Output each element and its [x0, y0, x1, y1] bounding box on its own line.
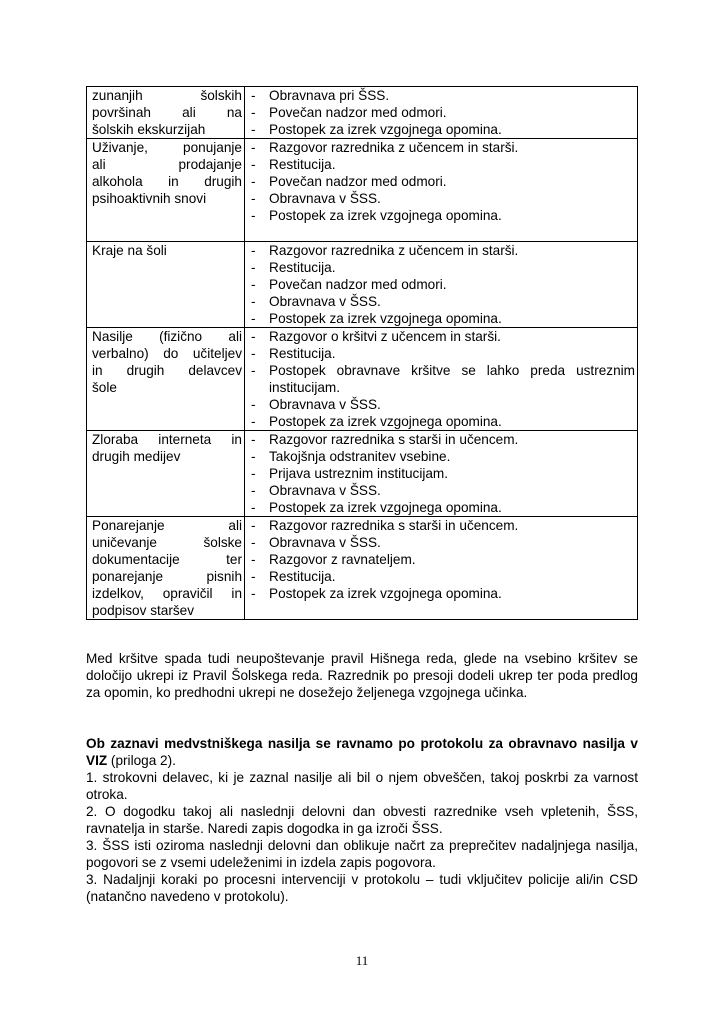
- dash-bullet: -: [251, 414, 256, 429]
- measure-item: [251, 139, 635, 156]
- measures-cell: [245, 242, 638, 328]
- measure-text: Razgovor razrednika s starši in učencem.: [269, 518, 519, 533]
- measure-item: [251, 465, 635, 482]
- table-row: [87, 139, 638, 242]
- dash-bullet: -: [251, 208, 256, 223]
- dash-bullet: -: [251, 174, 256, 189]
- violation-cell: [87, 328, 245, 431]
- dash-bullet: -: [251, 518, 256, 533]
- protocol-step: 1. strokovni delavec, ki je zaznal nasilje ali bil o njem obveščen, takoj poskrbi za varnost otroka.: [86, 770, 638, 802]
- measure-text: Povečan nadzor med odmori.: [269, 105, 447, 120]
- measure-text: Postopek za izrek vzgojnega opomina.: [269, 311, 502, 326]
- measure-text: Razgovor razrednika z učencem in starši.: [269, 243, 519, 258]
- violation-text-line: podpisov staršev: [92, 603, 195, 618]
- measure-text: Obravnava pri ŠSS.: [269, 88, 390, 103]
- violation-cell: [87, 431, 245, 517]
- dash-bullet: -: [251, 500, 256, 515]
- measure-text: Restitucija.: [269, 157, 336, 172]
- measure-item: [251, 396, 635, 413]
- table-row: [87, 517, 638, 620]
- measures-cell: [245, 517, 638, 620]
- measure-item: [251, 482, 635, 499]
- dash-bullet: -: [251, 483, 256, 498]
- dash-bullet: -: [251, 105, 256, 120]
- measure-item: [251, 293, 635, 310]
- measure-item: [251, 190, 635, 207]
- measures-table: [86, 86, 638, 620]
- measure-text: Obravnava v ŠSS.: [269, 397, 381, 412]
- violation-text-line: verbalno) do učiteljev: [92, 346, 242, 361]
- violation-text-line: uničevanje šolske: [92, 535, 242, 550]
- measures-cell: [245, 87, 638, 139]
- paragraph-house-rules: Med kršitve spada tudi neupoštevanje pravil Hišnega reda, glede na vsebino kršitev se določijo ukrepi iz Pravil Šolskega reda. Razrednik po presoji dodeli ukrep ter poda predlog za opomin, ko predhodni ukrepi ne dosežejo željenega vzgojnega učinka.: [86, 651, 638, 700]
- measure-text: Razgovor z ravnateljem.: [269, 552, 416, 567]
- dash-bullet: -: [251, 140, 256, 155]
- violation-text-line: šole: [92, 380, 117, 395]
- measure-item: [251, 310, 635, 327]
- dash-bullet: -: [251, 329, 256, 344]
- violation-text-line: ali prodajanje: [92, 157, 242, 172]
- protocol-heading-bold: Ob zaznavi medvstniškega nasilja se ravnamo po protokolu za obravnavo nasilja v VIZ: [86, 736, 638, 768]
- dash-bullet: -: [251, 260, 256, 275]
- dash-bullet: -: [251, 277, 256, 292]
- dash-bullet: -: [251, 432, 256, 447]
- violation-text-line: Uživanje, ponujanje: [92, 140, 242, 155]
- table-row: [87, 87, 638, 139]
- measure-item: [251, 517, 635, 534]
- violation-cell: [87, 87, 245, 139]
- dash-bullet: -: [251, 191, 256, 206]
- measure-text: Postopek obravnave kršitve se lahko preda ustreznim institucijam.: [269, 363, 635, 395]
- protocol-heading-rest: (priloga 2).: [107, 753, 176, 768]
- measure-text: Prijava ustreznim institucijam.: [269, 466, 449, 481]
- measure-item: [251, 259, 635, 276]
- measure-item: [251, 207, 635, 224]
- measure-item: [251, 413, 635, 430]
- measure-text: Restitucija.: [269, 260, 336, 275]
- violation-text-line: in drugih delavcev: [92, 363, 242, 378]
- dash-bullet: -: [251, 397, 256, 412]
- measure-text: Obravnava v ŠSS.: [269, 294, 381, 309]
- measure-text: Postopek za izrek vzgojnega opomina.: [269, 208, 502, 223]
- violation-text-line: površinah ali na: [92, 105, 242, 120]
- measure-item: [251, 499, 635, 516]
- measure-text: Razgovor razrednika s starši in učencem.: [269, 432, 519, 447]
- measure-text: Postopek za izrek vzgojnega opomina.: [269, 122, 502, 137]
- measure-item: [251, 345, 635, 362]
- violation-text-line: dokumentacije ter: [92, 552, 242, 567]
- measure-item: [251, 173, 635, 190]
- measure-text: Razgovor razrednika z učencem in starši.: [269, 140, 519, 155]
- dash-bullet: -: [251, 346, 256, 361]
- measure-item: [251, 448, 635, 465]
- measure-item: [251, 534, 635, 551]
- dash-bullet: -: [251, 569, 256, 584]
- measure-text: Povečan nadzor med odmori.: [269, 174, 447, 189]
- dash-bullet: -: [251, 88, 256, 103]
- violation-text-line: drugih medijev: [92, 449, 181, 464]
- violation-text-line: Zloraba interneta in: [92, 432, 242, 447]
- measure-text: Restitucija.: [269, 569, 336, 584]
- measure-text: Postopek za izrek vzgojnega opomina.: [269, 414, 502, 429]
- violation-text-line: Ponarejanje ali: [92, 518, 242, 533]
- measure-text: Takojšnja odstranitev vsebine.: [269, 449, 451, 464]
- violation-cell: [87, 139, 245, 242]
- violation-text-line: zunanjih šolskih: [92, 88, 242, 103]
- measures-cell: [245, 431, 638, 517]
- measure-item: [251, 362, 635, 396]
- violation-cell: [87, 242, 245, 328]
- measure-text: Obravnava v ŠSS.: [269, 191, 381, 206]
- violation-text-line: šolskih ekskurzijah: [92, 122, 206, 137]
- violation-text-line: Kraje na šoli: [92, 243, 167, 258]
- measures-cell: [245, 139, 638, 242]
- dash-bullet: -: [251, 449, 256, 464]
- dash-bullet: -: [251, 157, 256, 172]
- measure-item: [251, 87, 635, 104]
- dash-bullet: -: [251, 586, 256, 601]
- violation-text-line: izdelkov, opravičil in: [92, 586, 242, 601]
- measure-item: [251, 568, 635, 585]
- dash-bullet: -: [251, 363, 256, 378]
- measure-item: [251, 242, 635, 259]
- table-row: [87, 328, 638, 431]
- violation-cell: [87, 517, 245, 620]
- measure-item: [251, 328, 635, 345]
- measure-item: [251, 104, 635, 121]
- measure-text: Obravnava v ŠSS.: [269, 535, 381, 550]
- measure-item: [251, 585, 635, 602]
- dash-bullet: -: [251, 243, 256, 258]
- violation-text-line: alkohola in drugih: [92, 174, 242, 189]
- protocol-step: 3. ŠSS isti oziroma naslednji delovni dan oblikuje načrt za preprečitev nadaljnjega nasilja, pogovori se z vsemi udeleženimi in izdela zapis pogovora.: [86, 838, 638, 870]
- measure-item: [251, 551, 635, 568]
- measure-item: [251, 276, 635, 293]
- dash-bullet: -: [251, 466, 256, 481]
- protocol-section: [86, 735, 638, 905]
- measure-text: Razgovor o kršitvi z učencem in starši.: [269, 329, 501, 344]
- protocol-step: 2. O dogodku takoj ali naslednji delovni dan obvesti razrednike vseh vpletenih, ŠSS, ravnatelja in starše. Naredi zapis dogodka in ga izroči ŠSS.: [86, 804, 638, 836]
- measure-item: [251, 431, 635, 448]
- protocol-step: 3. Nadaljnji koraki po procesni intervenciji v protokolu – tudi vključitev policije ali/in CSD (natančno navedeno v protokolu).: [86, 872, 638, 904]
- dash-bullet: -: [251, 552, 256, 567]
- measure-text: Postopek za izrek vzgojnega opomina.: [269, 586, 502, 601]
- measure-text: Povečan nadzor med odmori.: [269, 277, 447, 292]
- dash-bullet: -: [251, 294, 256, 309]
- measure-item: [251, 156, 635, 173]
- measures-table-body: [87, 87, 638, 620]
- violation-text-line: Nasilje (fizično ali: [92, 329, 242, 344]
- table-row: [87, 242, 638, 328]
- dash-bullet: -: [251, 122, 256, 137]
- measure-text: Obravnava v ŠSS.: [269, 483, 381, 498]
- violation-text-line: ponarejanje pisnih: [92, 569, 242, 584]
- measure-text: Postopek za izrek vzgojnega opomina.: [269, 500, 502, 515]
- violation-text-line: psihoaktivnih snovi: [92, 191, 207, 206]
- table-row: [87, 431, 638, 517]
- dash-bullet: -: [251, 311, 256, 326]
- dash-bullet: -: [251, 535, 256, 550]
- protocol-heading: [86, 735, 638, 769]
- measure-item: [251, 121, 635, 138]
- measure-text: Restitucija.: [269, 346, 336, 361]
- page-number: 11: [355, 953, 369, 968]
- measures-cell: [245, 328, 638, 431]
